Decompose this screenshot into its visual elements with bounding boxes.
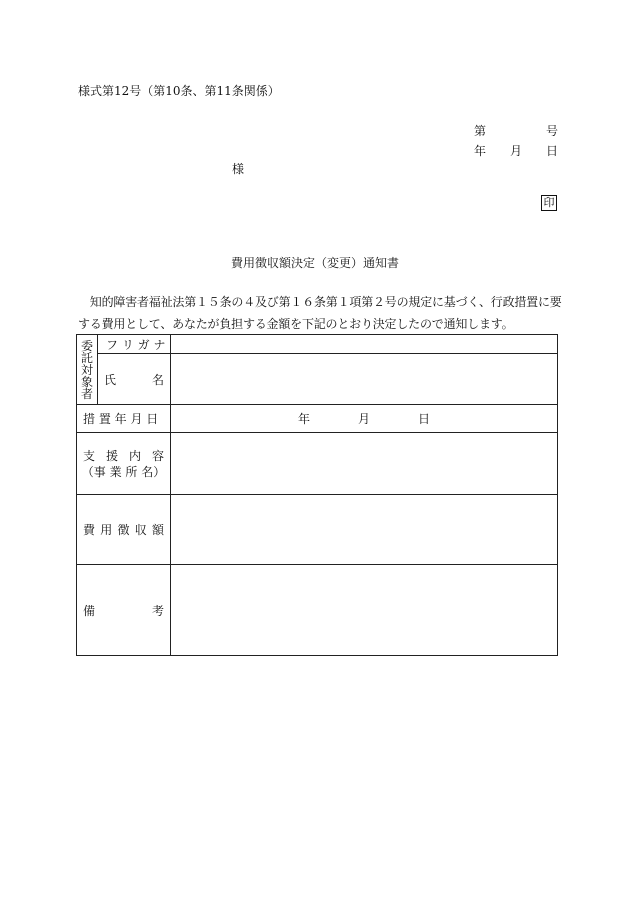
remarks-label: [77, 565, 171, 656]
target-person-group-label: [77, 335, 98, 405]
remarks-char-1: 備: [83, 603, 96, 618]
furigana-label: フ リ ガ ナ: [98, 335, 171, 354]
issue-year-label: 年: [474, 144, 487, 158]
measure-date-label-text: 措 置 年 月 日: [83, 412, 159, 426]
form-number: 様式第12号（第10条、第11条関係）: [78, 84, 280, 98]
support-char: 容: [151, 448, 164, 463]
group-char: 委: [80, 338, 93, 353]
support-content-label: [77, 433, 171, 495]
body-line-2: する費用として、あなたが負担する金額を下記のとおり決定したので通知します。: [78, 317, 514, 331]
fee-amount-label: [77, 495, 171, 565]
issue-day-label: 日: [545, 144, 558, 158]
support-char: 支: [83, 448, 96, 463]
name-label-char-1: 氏: [104, 372, 117, 387]
addressee-honorific: 様: [232, 162, 245, 176]
measure-month-label: 月: [357, 412, 370, 426]
name-label-char-2: 名: [151, 372, 164, 387]
fee-char: 費: [83, 523, 96, 537]
remarks-char-2: 考: [151, 603, 164, 618]
document-title: 費用徴収額決定（変更）通知書: [230, 256, 399, 270]
fee-char: 徴: [117, 523, 130, 537]
notice-table: [76, 334, 558, 656]
issue-month-label: 月: [509, 144, 522, 158]
group-char: 象: [80, 374, 93, 389]
fee-char: 額: [151, 523, 164, 537]
measure-day-label: 日: [418, 412, 431, 426]
fee-char: 収: [134, 523, 147, 537]
remarks-field[interactable]: [171, 565, 558, 656]
support-sub-label: （事 業 所 名）: [81, 464, 166, 479]
issue-date-line: [474, 144, 558, 158]
support-char: 援: [105, 448, 118, 463]
group-char: 対: [80, 362, 93, 377]
fee-char: 用: [100, 523, 113, 537]
group-char: 者: [80, 386, 93, 401]
measure-date-label: [77, 405, 171, 433]
fee-amount-field[interactable]: [171, 495, 558, 565]
document-body: [78, 291, 562, 335]
support-content-field[interactable]: [171, 433, 558, 495]
name-field[interactable]: [171, 354, 558, 405]
document-number-prefix: 第: [474, 124, 487, 138]
document-number-line: [474, 124, 558, 138]
measure-year-label: 年: [297, 412, 310, 426]
group-char: 託: [80, 350, 93, 365]
furigana-field[interactable]: [171, 335, 558, 354]
body-line-1: 知的障害者福祉法第１５条の４及び第１６条第１項第２号の規定に基づく、行政措置に要: [78, 295, 562, 309]
document-number-suffix: 号: [545, 124, 558, 138]
name-label: [98, 354, 171, 405]
seal-mark: 印: [541, 195, 557, 211]
measure-date-field[interactable]: [171, 405, 558, 433]
support-label-line: [77, 448, 170, 464]
support-char: 内: [128, 448, 141, 463]
